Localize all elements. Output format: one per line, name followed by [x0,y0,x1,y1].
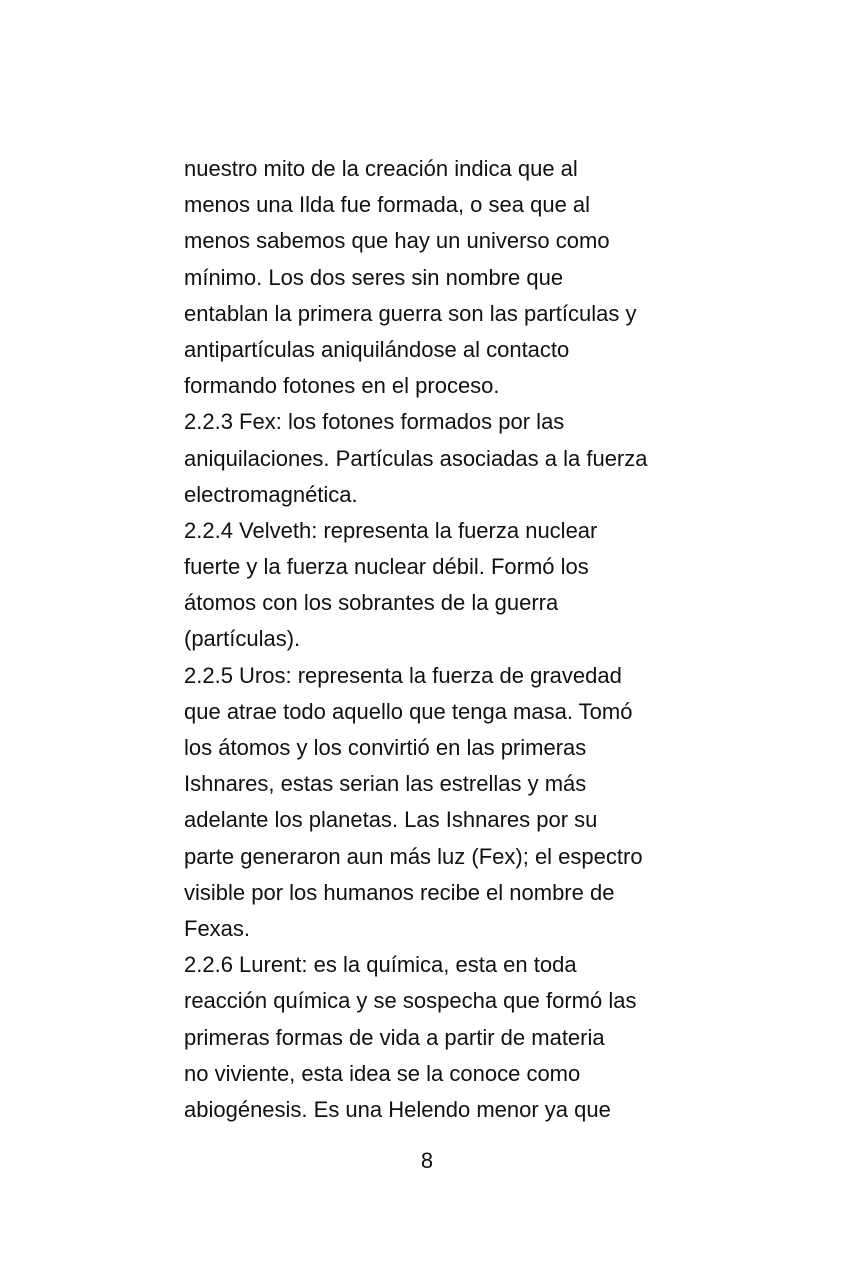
text-line: los átomos y los convirtió en las primeras [184,735,587,760]
text-line: antipartículas aniquilándose al contacto [184,336,570,362]
text-line: visible por los humanos recibe el nombre de [184,879,615,905]
section-2-2-4-line: 2.2.4 Velveth: representa la fuerza nuclear [184,517,598,543]
text-line: parte generaron aun más luz (Fex); el espectro [184,843,643,869]
text-line: nuestro mito de la creación indica que al [184,156,578,181]
text-line: fuerte y la fuerza nuclear débil. Formó los [184,554,589,580]
text-line: menos sabemos que hay un universo como [184,228,610,254]
text-line: átomos con los sobrantes de la guerra [184,590,559,616]
text-line: formando fotones en el proceso. [184,373,500,399]
text-line: adelante los planetas. Las Ishnares por su [184,807,598,833]
text-line: primeras formas de vida a partir de materia [184,1024,605,1050]
section-2-2-6-line: 2.2.6 Lurent: es la química, esta en toda [184,952,577,978]
text-line: abiogénesis. Es una Helendo menor ya que [184,1096,611,1122]
text-line: electromagnética. [184,481,358,507]
page-number: 8 [420,1148,434,1173]
text-line: Fexas. [184,915,251,941]
text-line: menos una Ilda fue formada, o sea que al [184,192,591,218]
text-line: entablan la primera guerra son las partículas y [184,300,637,326]
text-line: que atrae todo aquello que tenga masa. Tomó [184,698,633,724]
text-line: Ishnares, estas serian las estrellas y más [184,771,587,797]
text-line: no viviente, esta idea se la conoce como [184,1060,581,1086]
body-text [184,151,684,1128]
text-line: aniquilaciones. Partículas asociadas a la fuerza [184,445,648,471]
section-2-2-5-line: 2.2.5 Uros: representa la fuerza de gravedad [184,662,622,688]
text-line: (partículas). [184,626,301,652]
text-line: mínimo. Los dos seres sin nombre que [184,264,564,290]
text-line: reacción química y se sospecha que formó las [184,988,637,1014]
section-2-2-3-line: 2.2.3 Fex: los fotones formados por las [184,409,565,435]
